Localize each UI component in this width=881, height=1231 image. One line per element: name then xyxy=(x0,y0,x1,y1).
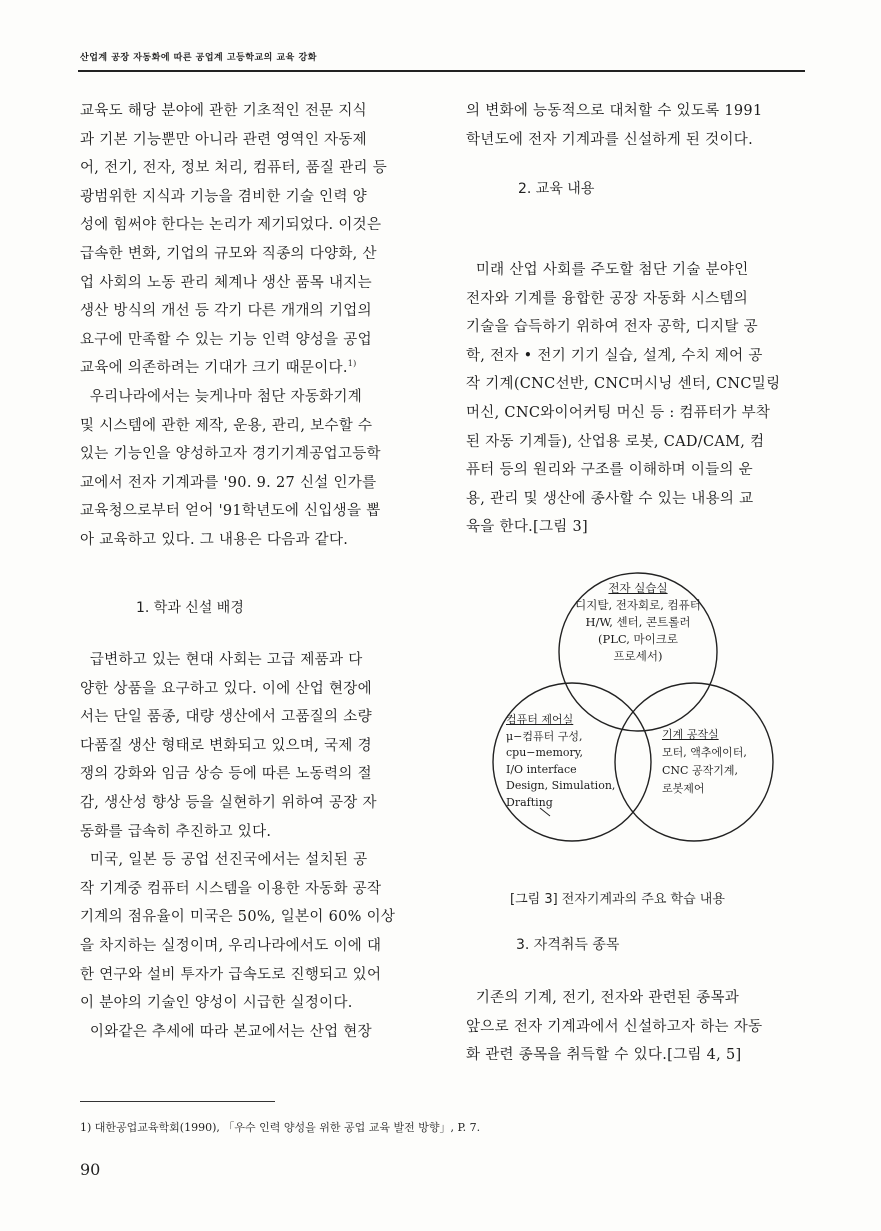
line: 학년도에 전자 기계과를 신설하게 된 것이다. xyxy=(466,131,753,148)
line: 업 사회의 노동 관리 체계나 생산 품목 내지는 xyxy=(80,274,372,291)
right-circle-title: 기계 공작실 xyxy=(662,728,719,741)
right-circle-line: 로봇제어 xyxy=(662,782,705,795)
left-circle-line: Design, Simulation, xyxy=(506,779,616,792)
line: 우리나라에서는 늦게나마 첨단 자동화기계 xyxy=(89,388,363,405)
line: 생산 방식의 개선 등 각기 다른 개개의 기업의 xyxy=(80,303,372,320)
top-circle-title: 전자 실습실 xyxy=(608,581,668,595)
section-3-heading: 3. 자격취득 종목 xyxy=(516,937,620,953)
left-circle-line: cpu−memory, xyxy=(506,746,584,759)
line: 머신, CNC와이어커팅 머신 등 : 컴퓨터가 부착 xyxy=(466,404,771,421)
line: 앞으로 전자 기계과에서 신설하고자 하는 자동 xyxy=(466,1018,763,1035)
line: 교육청으로부터 얻어 '91학년도에 신입생을 뽑 xyxy=(80,503,381,520)
left-paragraph-1 xyxy=(80,97,438,383)
line: 있는 기능인을 양성하고자 경기기계공업고등학 xyxy=(80,446,381,463)
line: 의 변화에 능동적으로 대처할 수 있도록 1991 xyxy=(466,103,763,119)
left-circle-label xyxy=(506,712,615,811)
top-circle-line: 디지탈, 전자회로, 컴퓨터 xyxy=(575,598,701,612)
running-header: 산업계 공장 자동화에 따른 공업계 고등학교의 교육 강화 xyxy=(80,53,317,63)
left-circle-line: Drafting xyxy=(506,795,553,809)
left-circle-title: 컴퓨터 제어실 xyxy=(506,713,574,726)
section-2-heading: 2. 교육 내용 xyxy=(518,181,595,197)
line: 작 기계중 컴퓨터 시스템을 이용한 자동화 공작 xyxy=(80,880,382,897)
line: 전자와 기계를 융합한 공장 자동화 시스템의 xyxy=(466,290,749,307)
line: 광범위한 지식과 기능을 겸비한 기술 인력 양 xyxy=(80,188,367,205)
section-1-heading: 1. 학과 신설 배경 xyxy=(136,600,244,616)
footnote-rule xyxy=(80,1101,275,1102)
line: 아 교육하고 있다. 그 내용은 다음과 같다. xyxy=(80,531,349,548)
left-circle-line: μ−컴퓨터 구성, xyxy=(506,729,583,743)
line: 학, 전자 • 전기 기기 실습, 설계, 수치 제어 공 xyxy=(466,347,763,364)
line: 다품질 생산 형태로 변화되고 있으며, 국제 경 xyxy=(80,737,372,754)
line: 된 자동 기계들), 산업용 로봇, CAD/CAM, 컴 xyxy=(466,433,765,450)
line: 육을 한다.[그림 3] xyxy=(466,519,589,536)
left-paragraph-3 xyxy=(80,646,438,846)
top-circle-line: H/W, 센터, 콘트롤러 xyxy=(585,615,691,629)
line: 양한 상품을 요구하고 있다. 이에 산업 현장에 xyxy=(80,680,372,697)
line: 기존의 기계, 전기, 전자와 관련된 종목과 xyxy=(475,990,740,1006)
top-circle-line: 프로세서) xyxy=(613,649,663,663)
left-paragraph-4 xyxy=(80,846,438,1018)
line: 서는 단일 품종, 대량 생산에서 고품질의 소량 xyxy=(80,709,372,726)
right-circle-line: 모터, 액추에이터, xyxy=(662,746,747,759)
right-circle-label xyxy=(662,726,747,798)
right-paragraph-3 xyxy=(466,984,814,1070)
line: 을 차지하는 실정이며, 우리나라에서도 이에 대 xyxy=(80,937,382,954)
line: 쟁의 강화와 임금 상승 등에 따른 노동력의 절 xyxy=(80,766,372,783)
line: 용, 관리 및 생산에 종사할 수 있는 내용의 교 xyxy=(466,490,754,507)
line: 감, 생산성 향상 등을 실현하기 위하여 공장 자 xyxy=(80,794,377,811)
line: 교육에 의존하려는 기대가 크기 때문이다. xyxy=(80,360,348,377)
line: 교에서 전자 기계과를 '90. 9. 27 신설 인가를 xyxy=(80,474,377,491)
line: 급변하고 있는 현대 사회는 고급 제품과 다 xyxy=(89,652,363,668)
line: 기계의 점유율이 미국은 50%, 일본이 60% 이상 xyxy=(80,909,396,926)
line: 급속한 변화, 기업의 규모와 직종의 다양화, 산 xyxy=(80,245,377,262)
top-circle-line: (PLC, 마이크로 xyxy=(598,632,678,646)
left-column-bottom xyxy=(80,646,438,1046)
left-paragraph-2 xyxy=(80,383,438,555)
left-circle-line: I/O interface xyxy=(506,762,577,776)
line: 화 관련 종목을 취득할 수 있다.[그림 4, 5] xyxy=(466,1047,742,1064)
line: 미국, 일본 등 공업 선진국에서는 설치된 공 xyxy=(89,852,368,869)
page-number: 90 xyxy=(80,1160,101,1179)
figure-caption: [그림 3] 전자기계과의 주요 학습 내용 xyxy=(510,892,725,907)
line: 작 기계(CNC선반, CNC머시닝 센터, CNC밀링 xyxy=(466,376,781,393)
line: 미래 산업 사회를 주도할 첨단 기술 분야인 xyxy=(475,262,749,278)
line: 및 시스템에 관한 제작, 운용, 관리, 보수할 수 xyxy=(80,417,373,434)
venn-diagram xyxy=(478,572,798,842)
line: 요구에 만족할 수 있는 기능 인력 양성을 공업 xyxy=(80,331,372,348)
line: 어, 전기, 전자, 정보 처리, 컴퓨터, 품질 관리 등 xyxy=(80,160,388,177)
line: 이 분야의 기술인 양성이 시급한 실정이다. xyxy=(80,995,353,1012)
line: 성에 힘써야 한다는 논리가 제기되었다. 이것은 xyxy=(80,217,382,234)
footnote: 1) 대한공업교육학회(1990), 「우수 인력 양성을 위한 공업 교육 발전 방향」, P. 7. xyxy=(80,1121,481,1134)
footnote-mark[interactable]: 1) xyxy=(347,359,357,369)
right-column-bottom xyxy=(466,984,814,1070)
right-paragraph-2 xyxy=(466,256,814,542)
line: 기술을 습득하기 위하여 전자 공학, 디지탈 공 xyxy=(466,319,758,336)
line: 교육도 해당 분야에 관한 기초적인 전문 지식 xyxy=(80,103,367,119)
line: 과 기본 기능뿐만 아니라 관련 영역인 자동제 xyxy=(80,131,367,148)
line: 퓨터 등의 원리와 구조를 이해하며 이들의 운 xyxy=(466,462,753,479)
header-rule xyxy=(78,70,805,72)
line: 이와같은 추세에 따라 본교에서는 산업 현장 xyxy=(89,1023,372,1040)
right-column-top xyxy=(466,97,814,154)
right-column-middle xyxy=(466,256,814,542)
top-circle-label xyxy=(540,580,736,665)
right-circle-line: CNC 공작기계, xyxy=(662,764,738,777)
right-paragraph-1 xyxy=(466,97,814,154)
line: 동화를 급속히 추진하고 있다. xyxy=(80,823,272,840)
left-paragraph-5 xyxy=(80,1018,438,1047)
left-column-top xyxy=(80,97,438,555)
line: 한 연구와 설비 투자가 급속도로 진행되고 있어 xyxy=(80,966,382,983)
